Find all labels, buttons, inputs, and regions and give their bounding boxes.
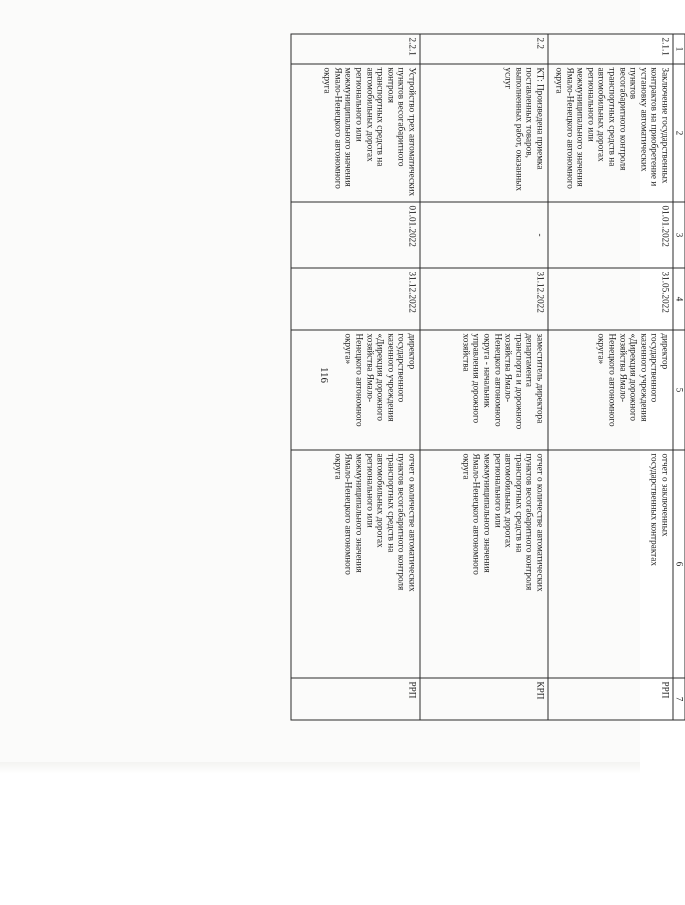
header-cell: 1 bbox=[673, 34, 685, 64]
end-date: 31.12.2022 bbox=[420, 268, 548, 330]
event-name: Устройство трех автоматических пунктов весогабаритного контроля транспортных средств на автомобильных дорогах регионального или межмуниципального значения Ямало-Ненецкого автономного округа bbox=[291, 64, 420, 202]
header-cell: 2 bbox=[673, 64, 685, 202]
start-date: 01.01.2022 bbox=[548, 202, 673, 268]
page-number: 116 bbox=[318, 366, 330, 384]
responsible-person: директор государственного казенного учреждения «Дирекция дорожного хозяйства Ямало- Ненецкого автономного округа» bbox=[291, 330, 420, 450]
result-document: отчет о количестве автоматических пунктов весогабаритного контроля транспортных средств на автомобильных дорогах регионального или межмуниципального значения Ямало-Ненецкого автономного округа bbox=[420, 450, 548, 678]
result-document: отчет о количестве автоматических пунктов весогабаритного контроля транспортных средств на автомобильных дорогах регионального или межмуниципального значения Ямало-Ненецкого автономного округа bbox=[291, 450, 420, 678]
row-number: 2.1.1 bbox=[548, 34, 673, 64]
end-date: 31.12.2022 bbox=[291, 268, 420, 330]
result-document: отчет о заключенных государственных контрактах bbox=[548, 450, 673, 678]
start-date: 01.01.2022 bbox=[291, 202, 420, 268]
header-cell: 3 bbox=[673, 202, 685, 268]
header-cell: 5 bbox=[673, 330, 685, 450]
control-level: КРП bbox=[420, 678, 548, 720]
control-level: РРП bbox=[291, 678, 420, 720]
plan-table bbox=[290, 34, 685, 721]
table-row bbox=[548, 34, 673, 720]
event-name: Заключение государственных контрактов на приобретение и установку автоматических пунктов весогабаритного контроля транспортных средств на автомобильных дорогах регионального или межмуниципального значения Ямало-Ненецкого автономного округа bbox=[548, 64, 673, 202]
rotated-page bbox=[292, 34, 685, 720]
event-name: КТ: Произведена приемка поставленных товаров, выполненных работ, оказанных услуг bbox=[420, 64, 548, 202]
header-row bbox=[673, 34, 685, 720]
start-date: - bbox=[420, 202, 548, 268]
header-cell: 4 bbox=[673, 268, 685, 330]
table-row bbox=[420, 34, 548, 720]
header-cell: 7 bbox=[673, 678, 685, 720]
row-number: 2.2.1 bbox=[291, 34, 420, 64]
end-date: 31.05.2022 bbox=[548, 268, 673, 330]
control-level: РРП bbox=[548, 678, 673, 720]
row-number: 2.2 bbox=[420, 34, 548, 64]
table-row bbox=[291, 34, 420, 720]
scan-edge bbox=[0, 762, 640, 774]
responsible-person: заместитель директора департамента транспорта и дорожного хозяйства Ямало- Ненецкого автономного округа - начальник управления дорожного хозяйства bbox=[420, 330, 548, 450]
responsible-person: директор государственного казенного учреждения «Дирекция дорожного хозяйства Ямало- Ненецкого автономного округа» bbox=[548, 330, 673, 450]
header-cell: 6 bbox=[673, 450, 685, 678]
